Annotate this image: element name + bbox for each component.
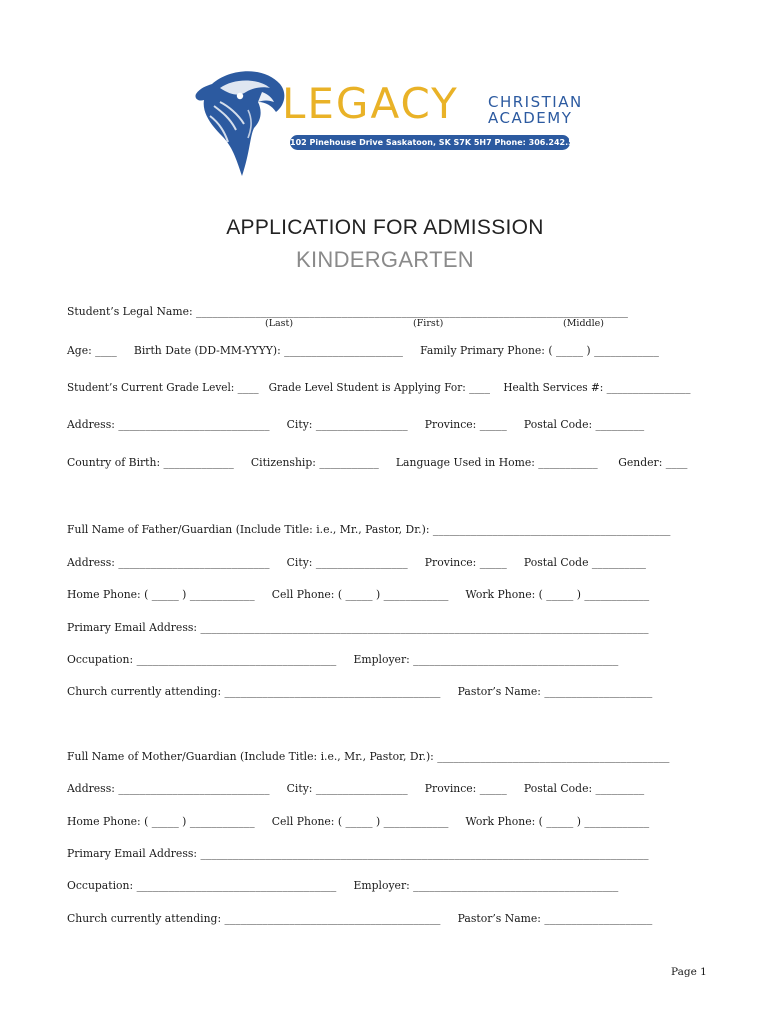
mother-name-line[interactable]: Full Name of Mother/Guardian (Include Title: i.e., Mr., Pastor, Dr.): ___________________________________________ xyxy=(67,750,670,763)
form-title: APPLICATION FOR ADMISSION xyxy=(226,216,544,239)
mother-email-line[interactable]: Primary Email Address: ___________________________________________________________________________________ xyxy=(67,847,649,860)
last-name-caption: (Last) xyxy=(265,318,294,329)
student-grade-line[interactable]: Student’s Current Grade Level: ____ Grade Level Student is Applying For: ____ Health Services #: ________________ xyxy=(67,381,691,394)
logo-christian: CHRISTIAN xyxy=(488,93,583,111)
page-number: Page 1 xyxy=(671,966,707,978)
first-name-caption: (First) xyxy=(413,318,444,329)
father-church-line[interactable]: Church currently attending: ________________________________________ Pastor’s Name: ____________________ xyxy=(67,685,653,698)
mother-address-line[interactable]: Address: ____________________________ City: _________________ Province: _____ Postal Code: _________ xyxy=(67,782,645,795)
father-address-line[interactable]: Address: ____________________________ City: _________________ Province: _____ Postal Code __________ xyxy=(67,556,646,569)
middle-name-caption: (Middle) xyxy=(563,318,605,329)
eagle-head-icon xyxy=(192,66,292,178)
mother-church-line[interactable]: Church currently attending: ________________________________________ Pastor’s Name: ____________________ xyxy=(67,912,653,925)
father-phone-line[interactable]: Home Phone: ( _____ ) ____________ Cell Phone: ( _____ ) ____________ Work Phone: ( _____ ) ____________ xyxy=(67,588,650,601)
school-address-banner: 102 Pinehouse Drive Saskatoon, SK S7K 5H7 Phone: 306.242.5086 xyxy=(290,135,570,150)
student-address-line[interactable]: Address: ____________________________ City: _________________ Province: _____ Postal Code: _________ xyxy=(67,418,645,431)
father-occupation-line[interactable]: Occupation: _____________________________________ Employer: ______________________________________ xyxy=(67,653,619,666)
form-subtitle: KINDERGARTEN xyxy=(296,247,474,272)
mother-phone-line[interactable]: Home Phone: ( _____ ) ____________ Cell Phone: ( _____ ) ____________ Work Phone: ( _____ ) ____________ xyxy=(67,815,650,828)
mother-occupation-line[interactable]: Occupation: _____________________________________ Employer: ______________________________________ xyxy=(67,879,619,892)
logo-wordmark: LEGACY xyxy=(282,79,459,128)
student-age-birthdate-phone-line[interactable]: Age: ____ Birth Date (DD-MM-YYYY): ______________________ Family Primary Phone: ( _____ ) ____________ xyxy=(67,344,659,357)
student-country-line[interactable]: Country of Birth: _____________ Citizenship: ___________ Language Used in Home: ___________ Gender: ____ xyxy=(67,456,688,469)
father-name-line[interactable]: Full Name of Father/Guardian (Include Title: i.e., Mr., Pastor, Dr.): ____________________________________________ xyxy=(67,523,671,536)
logo-academy: ACADEMY xyxy=(488,109,573,127)
student-legal-name-field[interactable]: Student’s Legal Name: ________________________________________________________________________________ xyxy=(67,305,628,318)
father-email-line[interactable]: Primary Email Address: ___________________________________________________________________________________ xyxy=(67,621,649,634)
